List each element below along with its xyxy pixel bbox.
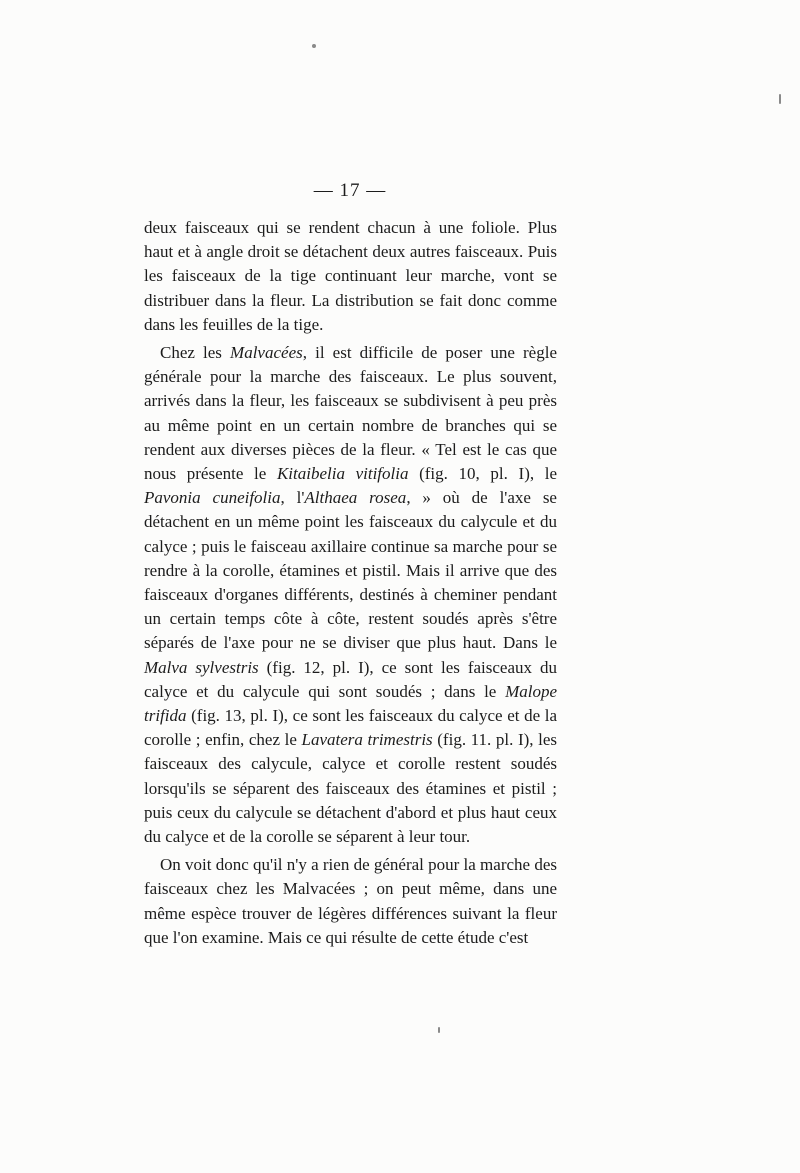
text-run: (fig. 10, pl. I), le	[408, 464, 558, 484]
italic-term: Malva sylvestris	[144, 657, 259, 677]
paragraph-2	[144, 341, 557, 849]
text-run: , » où de l'axe se détachent en un même point les faisceaux du calycule et du calyce ; puis le faisceau axillaire continue sa marche pour se rendre à la corolle, étamines et pistil. Mais il arrive que des faisceaux d'organes différents, destinés à cheminer pendant un certain temps côte à côte, restent soudés après s'être séparés de l'axe pour ne se diviser que plus haut. Dans le	[144, 488, 557, 653]
text-run: (fig. 12, pl. I), ce sont les faisceaux du calyce et du calycule qui sont soudés ; dans le	[144, 657, 557, 701]
italic-term: Althaea rosea	[304, 488, 407, 508]
paragraph-3	[144, 853, 557, 950]
paper-speck	[438, 1027, 440, 1033]
italic-term: Lavatera trimestris	[301, 730, 433, 750]
text-run: On voit donc qu'il n'y a rien de général pour la marche des faisceaux chez les Malvacées ; on peut même, dans une même espèce trouver de légères différences suivant la fleur que l'on examine. Mais ce qui résulte de cette étude c'est	[144, 855, 557, 947]
text-run: (fig. 11. pl. I), les faisceaux des calycule, calyce et corolle restent soudés lorsqu'ils se séparent des faisceaux des étamines et pistil ; puis ceux du calycule se détachent d'abord et plus haut ceux du calyce et de la corolle se séparent à leur tour.	[144, 730, 557, 847]
body-text	[144, 216, 557, 950]
paragraph-1	[144, 216, 557, 337]
italic-term: Malope trifida	[144, 681, 557, 726]
italic-term: Malvacées	[230, 343, 303, 363]
text-run: (fig. 13, pl. I), ce sont les faisceaux du calyce et de la corolle ; enfin, chez le	[144, 706, 557, 750]
italic-term: Pavonia cuneifolia	[144, 488, 281, 508]
paper-speck	[312, 44, 316, 48]
italic-term: Kitaibelia vitifolia	[276, 464, 409, 484]
text-run: , l'	[280, 488, 305, 508]
text-run: Chez les	[160, 343, 231, 363]
text-run: , il est difficile de poser une règle générale pour la marche des faisceaux. Le plus souvent, arrivés dans la fleur, les faisceaux se subdivisent à peu près au même point en un certain nombre de branches qui se rendent aux diverses pièces de la fleur. « Tel est le cas que nous présente le	[144, 343, 557, 484]
text-run: deux faisceaux qui se rendent chacun à une foliole. Plus haut et à angle droit se détachent deux autres faisceaux. Puis les faisceaux de la tige continuant leur marche, vont se distribuer dans la fleur. La distribution se fait donc comme dans les feuilles de la tige.	[144, 218, 557, 334]
page-number: — 17 —	[313, 180, 387, 201]
paper-speck	[779, 94, 781, 104]
